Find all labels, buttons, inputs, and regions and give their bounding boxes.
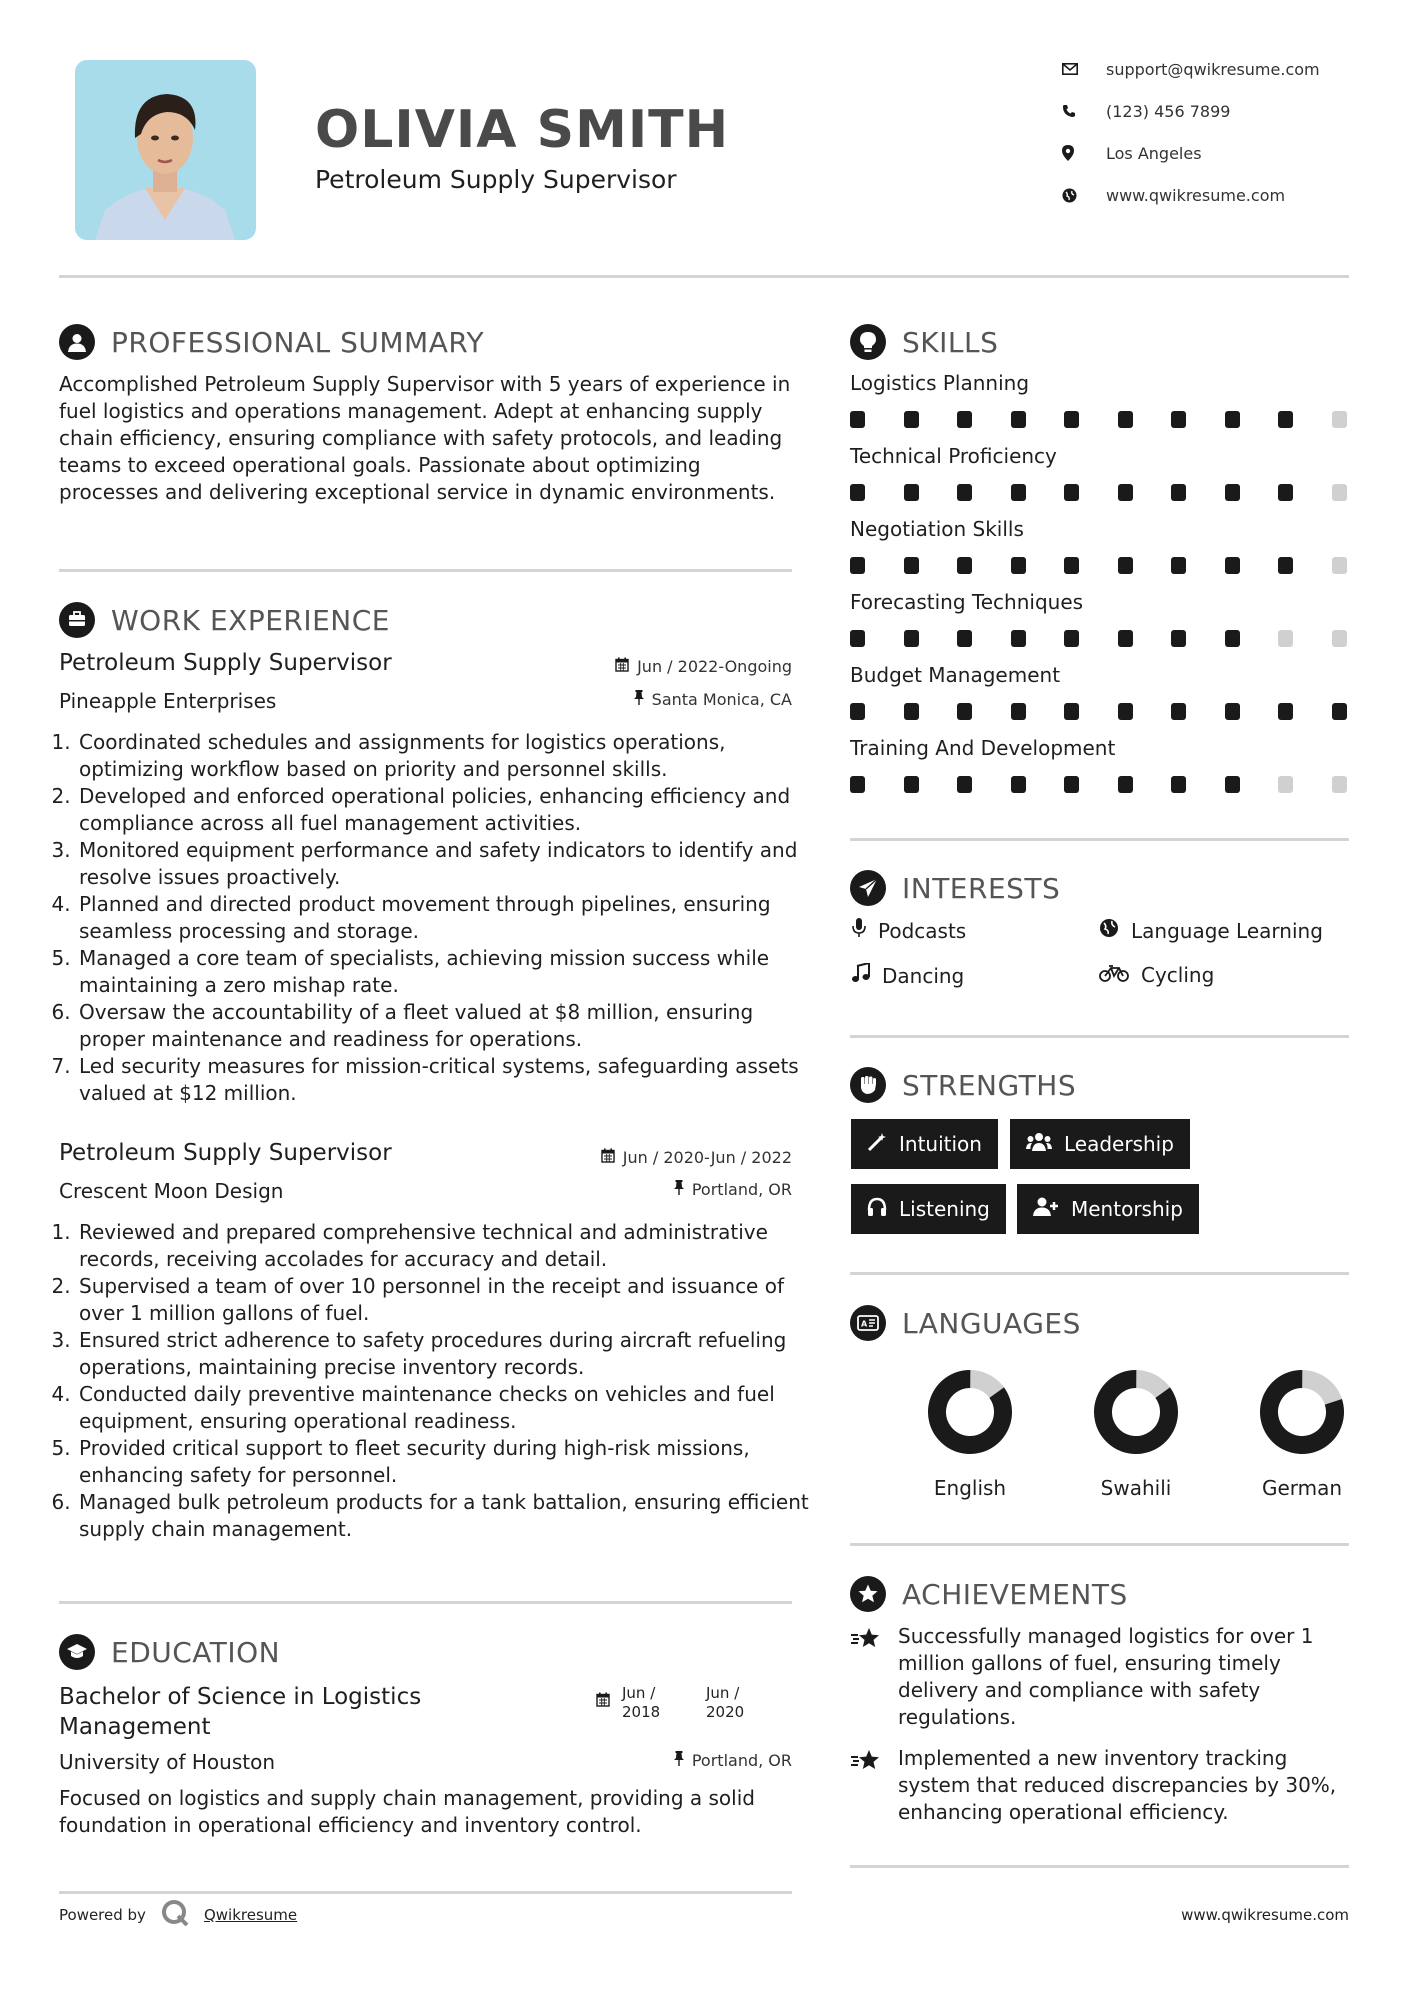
strength-label: Intuition xyxy=(899,1132,982,1156)
skill-name: Technical Proficiency xyxy=(850,444,1057,468)
rating-dot-filled xyxy=(1011,776,1026,793)
company-name: Pineapple Enterprises xyxy=(59,689,277,713)
achievements-heading xyxy=(850,1576,1128,1612)
rating-dot-filled xyxy=(850,557,865,574)
skill-name: Negotiation Skills xyxy=(850,517,1024,541)
rating-dot-filled xyxy=(1011,484,1026,501)
achievements-title: ACHIEVEMENTS xyxy=(902,1577,1128,1611)
rating-dot-filled xyxy=(957,484,972,501)
star-badge-icon xyxy=(850,1576,886,1612)
education-divider xyxy=(59,1891,792,1894)
rating-dot-filled xyxy=(1011,630,1026,647)
qwikresume-logo-icon xyxy=(160,1898,190,1932)
qwikresume-link[interactable]: Qwikresume xyxy=(203,1906,298,1924)
star-icon xyxy=(850,1749,884,1826)
users-icon xyxy=(1026,1132,1052,1157)
rating-dot-filled xyxy=(1118,630,1133,647)
job-title: Petroleum Supply Supervisor xyxy=(59,1140,392,1166)
contact-phone-text: (123) 456 7899 xyxy=(1106,101,1231,121)
gauge-fill xyxy=(924,1368,1016,1458)
achievement-text: Implemented a new inventory tracking system that reduced discrepancies by 30%, enhancing operational efficiency. xyxy=(898,1746,1337,1824)
calendar-icon xyxy=(596,1692,610,1711)
languages-heading xyxy=(850,1305,1081,1341)
achievement-item xyxy=(850,1623,1349,1731)
list-item: 3. Monitored equipment performance and safety indicators to identify and resolve issues proactively. xyxy=(77,837,814,891)
interest-item xyxy=(852,918,966,943)
summary-heading xyxy=(59,324,484,360)
education-location xyxy=(560,1751,792,1770)
interest-item xyxy=(1099,963,1214,987)
magic-wand-icon xyxy=(867,1132,887,1157)
job-bullets xyxy=(57,1219,814,1543)
rating-dot-filled xyxy=(957,703,972,720)
rating-dot-filled xyxy=(957,557,972,574)
rating-dot-filled xyxy=(957,630,972,647)
skill-name: Budget Management xyxy=(850,663,1061,687)
rating-dot-filled xyxy=(1118,703,1133,720)
skill-rating xyxy=(850,557,1347,574)
list-item: 1. Reviewed and prepared comprehensive technical and administrative records, receiving accolades for accuracy and detail. xyxy=(77,1219,814,1273)
interests-title: INTERESTS xyxy=(902,871,1061,905)
rating-dot-empty xyxy=(1332,557,1347,574)
powered-by-label: Powered by xyxy=(59,1906,146,1924)
briefcase-icon xyxy=(59,602,95,638)
graduation-cap-icon xyxy=(59,1634,95,1670)
contact-location-text: Los Angeles xyxy=(1106,143,1202,163)
strengths-title: STRENGTHS xyxy=(902,1068,1077,1102)
contact-email[interactable] xyxy=(1062,56,1320,82)
rating-dot-filled xyxy=(1225,703,1240,720)
candidate-name: OLIVIA SMITH xyxy=(315,100,730,160)
language-item xyxy=(1076,1368,1196,1500)
lightbulb-icon xyxy=(850,324,886,360)
strength-label: Leadership xyxy=(1064,1132,1174,1156)
rating-dot-filled xyxy=(1118,411,1133,428)
summary-text: Accomplished Petroleum Supply Supervisor with 5 years of experience in fuel logistics and operations management. Adept at enhancing supply chain efficiency, ensuring compliance with safety protocols, and leading teams to exceed operational goals. Passionate about optimizing processes and delivering exceptional service in dynamic environments. xyxy=(59,372,791,504)
skills-title: SKILLS xyxy=(902,325,999,359)
rating-dot-filled xyxy=(1278,484,1293,501)
skills-divider xyxy=(850,838,1349,841)
globe-icon xyxy=(1062,188,1088,203)
skill-row xyxy=(850,444,1349,517)
list-item: 5. Provided critical support to fleet security during high-risk missions, enhancing safety for personnel. xyxy=(77,1435,814,1489)
achievement-text: Successfully managed logistics for over 1 million gallons of fuel, ensuring timely delivery and compliance with safety regulations. xyxy=(898,1624,1314,1729)
strengths-heading xyxy=(850,1067,1076,1103)
skill-rating xyxy=(850,776,1347,793)
footer-url[interactable]: www.qwikresume.com xyxy=(1181,1906,1349,1924)
education-location-text: Portland, OR xyxy=(691,1751,792,1770)
rating-dot-filled xyxy=(1064,557,1079,574)
pushpin-icon xyxy=(674,1751,684,1770)
skill-rating xyxy=(850,630,1347,647)
rating-dot-filled xyxy=(904,411,919,428)
rating-dot-filled xyxy=(850,484,865,501)
contact-website-text: www.qwikresume.com xyxy=(1106,185,1286,205)
language-item xyxy=(1242,1368,1362,1500)
list-item: 1. Coordinated schedules and assignments for logistics operations, optimizing workflow based on priority and personnel skills. xyxy=(77,729,814,783)
rating-dot-filled xyxy=(850,776,865,793)
rating-dot-filled xyxy=(1225,484,1240,501)
rating-dot-filled xyxy=(1171,557,1186,574)
rating-dot-filled xyxy=(1171,703,1186,720)
language-name: German xyxy=(1261,1476,1343,1500)
languages-title: LANGUAGES xyxy=(902,1306,1081,1340)
list-item: 4. Conducted daily preventive maintenance checks on vehicles and fuel equipment, ensuring operational readiness. xyxy=(77,1381,814,1435)
pushpin-icon xyxy=(674,1180,684,1199)
microphone-icon xyxy=(852,918,866,943)
list-item: 6. Oversaw the accountability of a fleet valued at $8 million, ensuring proper maintenance and readiness for operations. xyxy=(77,999,814,1053)
rating-dot-filled xyxy=(1011,411,1026,428)
education-heading xyxy=(59,1634,280,1670)
skill-name: Training And Development xyxy=(850,736,1116,760)
rating-dot-empty xyxy=(1332,411,1347,428)
rating-dot-empty xyxy=(1332,776,1347,793)
strength-label: Listening xyxy=(899,1197,990,1221)
job-bullets xyxy=(57,729,814,1107)
job-dates xyxy=(530,1148,792,1167)
strength-label: Mentorship xyxy=(1071,1197,1183,1221)
skill-row xyxy=(850,590,1349,663)
rating-dot-empty xyxy=(1278,776,1293,793)
rating-dot-filled xyxy=(904,484,919,501)
list-item: 2. Supervised a team of over 10 personnel in the receipt and issuance of over 1 million gallons of fuel. xyxy=(77,1273,814,1327)
rating-dot-filled xyxy=(1064,776,1079,793)
map-pin-icon xyxy=(1062,145,1088,161)
education-title: EDUCATION xyxy=(111,1635,281,1669)
headphones-icon xyxy=(867,1197,887,1222)
job-location-text: Portland, OR xyxy=(691,1180,792,1199)
experience-title: WORK EXPERIENCE xyxy=(111,603,390,637)
rating-dot-filled xyxy=(1011,557,1026,574)
rating-dot-empty xyxy=(1332,630,1347,647)
contact-location xyxy=(1062,140,1202,166)
skill-name: Forecasting Techniques xyxy=(850,590,1084,614)
rating-dot-filled xyxy=(1225,630,1240,647)
achievement-item xyxy=(850,1745,1349,1826)
summary-divider xyxy=(59,569,792,572)
rating-dot-filled xyxy=(1278,411,1293,428)
strength-tag xyxy=(1010,1119,1190,1169)
skill-row xyxy=(850,663,1349,736)
rating-dot-filled xyxy=(1064,411,1079,428)
strengths-divider xyxy=(850,1272,1349,1275)
skills-list xyxy=(850,371,1349,809)
envelope-icon xyxy=(1062,63,1088,75)
pushpin-icon xyxy=(634,690,644,709)
fist-icon xyxy=(850,1067,886,1103)
job-location xyxy=(560,690,792,709)
languages-divider xyxy=(850,1543,1349,1546)
job-title: Petroleum Supply Supervisor xyxy=(59,650,392,676)
contact-website[interactable] xyxy=(1062,182,1285,208)
language-card-icon xyxy=(850,1305,886,1341)
school-name: University of Houston xyxy=(59,1750,276,1774)
interest-label: Dancing xyxy=(882,963,965,988)
calendar-icon xyxy=(615,657,629,676)
skill-rating xyxy=(850,411,1347,428)
globe-icon xyxy=(1099,918,1119,943)
job-dates xyxy=(560,657,792,676)
list-item: 5. Managed a core team of specialists, achieving mission success while maintaining a zero mishap rate. xyxy=(77,945,814,999)
music-note-icon xyxy=(852,963,870,988)
rating-dot-filled xyxy=(1064,630,1079,647)
rating-dot-filled xyxy=(1278,703,1293,720)
interest-label: Cycling xyxy=(1141,963,1215,987)
interest-item xyxy=(1099,918,1323,943)
contact-email-text: support@qwikresume.com xyxy=(1106,59,1320,79)
user-plus-icon xyxy=(1033,1197,1059,1222)
skill-row xyxy=(850,736,1349,809)
rating-dot-filled xyxy=(850,630,865,647)
language-gauge xyxy=(1076,1368,1196,1464)
list-item: 7. Led security measures for mission-critical systems, safeguarding assets valued at $12 million. xyxy=(77,1053,814,1107)
rating-dot-filled xyxy=(850,703,865,720)
rating-dot-filled xyxy=(904,557,919,574)
experience-heading xyxy=(59,602,390,638)
rating-dot-filled xyxy=(1225,557,1240,574)
summary-title: PROFESSIONAL SUMMARY xyxy=(111,325,485,359)
profile-photo xyxy=(75,60,256,240)
interest-label: Podcasts xyxy=(878,918,967,943)
rating-dot-filled xyxy=(1171,411,1186,428)
rating-dot-filled xyxy=(1332,703,1347,720)
rating-dot-filled xyxy=(1171,630,1186,647)
education-text: Focused on logistics and supply chain management, providing a solid foundation in operational efficiency and inventory control. xyxy=(59,1786,755,1837)
skill-row xyxy=(850,517,1349,590)
bicycle-icon xyxy=(1099,963,1129,987)
strength-tag xyxy=(851,1184,1006,1234)
education-dates xyxy=(596,1684,762,1722)
rating-dot-filled xyxy=(1225,776,1240,793)
list-item: 2. Developed and enforced operational policies, enhancing efficiency and compliance across all fuel management activities. xyxy=(77,783,814,837)
degree-title: Bachelor of Science in Logistics Management xyxy=(59,1684,422,1740)
language-name: Swahili xyxy=(1100,1476,1172,1500)
job-location xyxy=(560,1180,792,1199)
strength-tag xyxy=(851,1119,998,1169)
skill-row xyxy=(850,371,1349,444)
list-item: 6. Managed bulk petroleum products for a tank battalion, ensuring efficient supply chain management. xyxy=(77,1489,814,1543)
calendar-icon xyxy=(601,1148,615,1167)
rating-dot-filled xyxy=(957,776,972,793)
gauge-fill xyxy=(1090,1368,1182,1458)
interests-divider xyxy=(850,1035,1349,1038)
skill-rating xyxy=(850,484,1347,501)
skill-name: Logistics Planning xyxy=(850,371,1030,395)
rating-dot-filled xyxy=(1118,484,1133,501)
rating-dot-filled xyxy=(850,411,865,428)
rating-dot-empty xyxy=(1278,630,1293,647)
rating-dot-filled xyxy=(1225,411,1240,428)
education-end: Jun / 2020 xyxy=(706,1684,745,1721)
interest-item xyxy=(852,963,964,988)
contact-phone[interactable] xyxy=(1062,98,1230,124)
rating-dot-filled xyxy=(904,776,919,793)
rating-dot-filled xyxy=(1171,484,1186,501)
footer-powered xyxy=(59,1898,297,1932)
interest-label: Language Learning xyxy=(1131,918,1323,943)
interests-heading xyxy=(850,870,1060,906)
star-icon xyxy=(850,1627,884,1731)
rating-dot-filled xyxy=(904,630,919,647)
rating-dot-filled xyxy=(1064,703,1079,720)
job-dates-text: Jun / 2020-Jun / 2022 xyxy=(622,1148,792,1167)
paper-plane-icon xyxy=(850,870,886,906)
rating-dot-empty xyxy=(1332,484,1347,501)
rating-dot-filled xyxy=(1064,484,1079,501)
job-location-text: Santa Monica, CA xyxy=(651,690,792,709)
rating-dot-filled xyxy=(1278,557,1293,574)
rating-dot-filled xyxy=(1011,703,1026,720)
language-gauge xyxy=(1242,1368,1362,1464)
achievements-divider xyxy=(850,1865,1349,1868)
rating-dot-filled xyxy=(1171,776,1186,793)
language-gauge xyxy=(910,1368,1030,1464)
rating-dot-filled xyxy=(904,703,919,720)
svg-text:A: A xyxy=(861,1319,868,1329)
job-dates-text: Jun / 2022-Ongoing xyxy=(637,657,792,676)
rating-dot-filled xyxy=(957,411,972,428)
phone-icon xyxy=(1062,104,1088,118)
skills-heading xyxy=(850,324,998,360)
company-name: Crescent Moon Design xyxy=(59,1179,284,1203)
skill-rating xyxy=(850,703,1347,720)
candidate-role: Petroleum Supply Supervisor xyxy=(315,165,677,194)
experience-divider xyxy=(59,1601,792,1604)
education-start: Jun / 2018 xyxy=(622,1684,661,1721)
user-icon xyxy=(59,324,95,360)
rating-dot-filled xyxy=(1118,776,1133,793)
strength-tag xyxy=(1017,1184,1199,1234)
header-divider xyxy=(59,275,1349,278)
list-item: 4. Planned and directed product movement through pipelines, ensuring seamless processing and storage. xyxy=(77,891,814,945)
languages-list xyxy=(850,1368,1349,1508)
language-item xyxy=(910,1368,1030,1500)
rating-dot-filled xyxy=(1118,557,1133,574)
language-name: English xyxy=(933,1476,1007,1500)
list-item: 3. Ensured strict adherence to safety procedures during aircraft refueling operations, maintaining precise inventory records. xyxy=(77,1327,814,1381)
